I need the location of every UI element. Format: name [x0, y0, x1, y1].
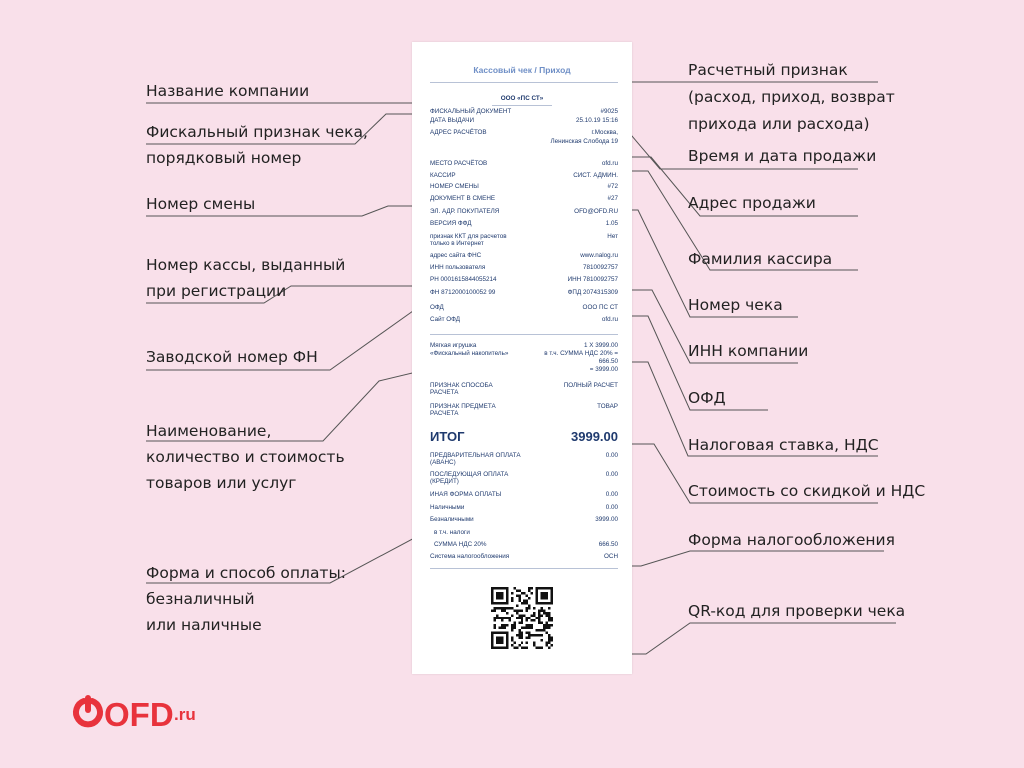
receipt-row-label: ИНН пользователя — [430, 264, 486, 271]
receipt-row-label: адрес сайта ФНС — [430, 252, 482, 259]
receipt-row-value: 7810092757 — [582, 264, 618, 271]
receipt-row-value: 1.05 — [605, 220, 618, 227]
subject-label-2: РАСЧЕТА — [430, 410, 459, 417]
payment-row-value: 0.00 — [605, 452, 618, 459]
payment-row-value: 0.00 — [605, 471, 618, 478]
receipt-row-label: НОМЕР СМЕНЫ — [430, 183, 479, 190]
divider — [430, 82, 618, 83]
label-line: количество и стоимость — [146, 448, 345, 466]
label-fn-serial: Заводской номер ФН — [146, 348, 318, 366]
receipt-row-label: только в Интернет — [430, 240, 484, 247]
label-company-name: Название компании — [146, 82, 310, 100]
receipt-title: Кассовый чек / Приход — [473, 65, 571, 75]
receipt-row-value: Нет — [607, 233, 618, 240]
receipt-row-label: ДОКУМЕНТ В СМЕНЕ — [430, 195, 496, 202]
label-tax-system: Форма налогообложения — [688, 531, 895, 549]
label-sale-datetime: Время и дата продажи — [688, 147, 877, 165]
label-line: Фискальный признак чека, — [146, 123, 368, 141]
label-line: или наличные — [146, 616, 262, 634]
receipt-row-value: ИНН 7810092757 — [567, 276, 618, 283]
label-kkt-number — [146, 252, 345, 304]
payment-row-label-2: (АВАНС) — [430, 459, 456, 466]
label-sale-address: Адрес продажи — [688, 194, 816, 212]
receipt-row-label: ВЕРСИЯ ФФД — [430, 220, 472, 227]
receipt-row-value: Ленинская Слобода 19 — [550, 138, 618, 145]
receipt-row-label: ФН 8712000100052 99 — [430, 289, 496, 296]
receipt — [412, 42, 632, 674]
method-value: ПОЛНЫЙ РАСЧЕТ — [563, 382, 618, 389]
label-line: (расход, приход, возврат — [688, 88, 895, 106]
payment-row-value: 0.00 — [605, 504, 618, 511]
label-ofd: ОФД — [688, 389, 726, 407]
ofd-logo — [70, 692, 210, 738]
receipt-company: ООО «ПС СТ» — [500, 95, 544, 102]
vat-value: 666.50 — [598, 541, 618, 548]
label-cost: Стоимость со скидкой и НДС — [688, 482, 926, 500]
receipt-row-value: г.Москва, — [591, 129, 618, 136]
receipt-row-label: ДАТА ВЫДАЧИ — [430, 117, 475, 124]
payment-row-label-2: (КРЕДИТ) — [430, 478, 459, 485]
label-fiscal-sign — [146, 119, 368, 171]
label-line: Расчетный признак — [688, 61, 848, 79]
receipt-row-label: ОФД — [430, 304, 444, 311]
payment-row-label: Безналичными — [430, 516, 474, 523]
receipt-row-value: #27 — [607, 195, 618, 202]
label-line: товаров или услуг — [146, 474, 297, 492]
item-vat: 666.50 — [598, 358, 618, 365]
logo-o-icon — [76, 698, 100, 724]
receipt-row-value: СИСТ. АДМИН. — [573, 172, 618, 179]
label-line: порядковый номер — [146, 149, 302, 167]
label-calc-sign — [688, 57, 895, 138]
payment-row-label: ПРЕДВАРИТЕЛЬНАЯ ОПЛАТА — [430, 452, 521, 459]
label-qr: QR-код для проверки чека — [688, 602, 906, 620]
method-label-1: ПРИЗНАК СПОСОБА — [430, 382, 493, 389]
receipt-row-label: признак ККТ для расчетов — [430, 233, 507, 240]
receipt-row-value: OFD@OFD.RU — [574, 208, 618, 215]
label-company-inn: ИНН компании — [688, 342, 809, 360]
receipt-row-label: Сайт ОФД — [430, 316, 461, 323]
divider — [492, 105, 552, 106]
payment-row-label: Наличными — [430, 504, 465, 511]
item-qty: 1 X 3999.00 — [584, 342, 618, 349]
label-line: при регистрации — [146, 282, 287, 300]
receipt-row-value: ofd.ru — [601, 316, 618, 323]
payment-row-value: 3999.00 — [595, 516, 618, 523]
receipt-row-value: #9025 — [600, 108, 618, 115]
payment-row-value: 0.00 — [605, 491, 618, 498]
label-line: Наименование, — [146, 422, 272, 440]
item-vat-label: в т.ч. СУММА НДС 20% = — [544, 350, 618, 357]
receipt-row-value: www.nalog.ru — [580, 252, 618, 259]
receipt-row-label: КАССИР — [430, 172, 456, 179]
label-tax-rate: Налоговая ставка, НДС — [688, 436, 879, 454]
label-payment — [146, 560, 346, 638]
taxsys-value: ОСН — [604, 553, 618, 560]
total-value: 3999.00 — [571, 429, 618, 444]
label-shift-number: Номер смены — [146, 195, 256, 213]
item-name-1: Мягкая игрушка — [430, 342, 477, 349]
receipt-row-value: ФПД 2074315309 — [567, 289, 618, 296]
item-total: = 3999.00 — [589, 366, 618, 373]
label-cashier: Фамилия кассира — [688, 250, 833, 268]
receipt-row-value: ofd.ru — [601, 160, 618, 167]
payment-row-label: ИНАЯ ФОРМА ОПЛАТЫ — [430, 491, 502, 498]
receipt-row-label: ФИСКАЛЬНЫЙ ДОКУМЕНТ — [430, 108, 512, 115]
label-line: прихода или расхода) — [688, 115, 870, 133]
receipt-row-value: ООО ПС СТ — [582, 304, 618, 311]
tax-incl: в т.ч. налоги — [434, 529, 470, 536]
payment-row-label: ПОСЛЕДУЮЩАЯ ОПЛАТА — [430, 471, 509, 478]
label-line: Форма и способ оплаты: — [146, 564, 346, 582]
logo-suffix: .ru — [174, 705, 196, 724]
label-line: Номер кассы, выданный — [146, 256, 346, 274]
subject-value: ТОВАР — [597, 403, 618, 410]
divider — [430, 334, 618, 335]
receipt-row-value: #72 — [607, 183, 618, 190]
receipt-row-label: АДРЕС РАСЧЁТОВ — [430, 129, 487, 136]
divider — [430, 568, 618, 569]
label-receipt-number: Номер чека — [688, 296, 783, 314]
logo-text: OFD — [104, 696, 174, 733]
vat-label: СУММА НДС 20% — [434, 541, 487, 548]
qr-code — [491, 587, 553, 649]
label-line: безналичный — [146, 590, 255, 608]
label-goods — [146, 418, 345, 496]
item-name-2: «Фискальный накопитель» — [430, 350, 509, 357]
subject-label-1: ПРИЗНАК ПРЕДМЕТА — [430, 403, 496, 410]
total-label: ИТОГ — [430, 429, 465, 444]
method-label-2: РАСЧЕТА — [430, 389, 459, 396]
receipt-row-label: РН 0001615844055214 — [430, 276, 497, 283]
receipt-row-value: 25.10.19 15:16 — [575, 117, 618, 124]
taxsys-label: Система налогообложения — [430, 553, 510, 560]
receipt-row-label: ЭЛ. АДР. ПОКУПАТЕЛЯ — [430, 208, 500, 215]
receipt-row-label: МЕСТО РАСЧЁТОВ — [430, 160, 488, 167]
